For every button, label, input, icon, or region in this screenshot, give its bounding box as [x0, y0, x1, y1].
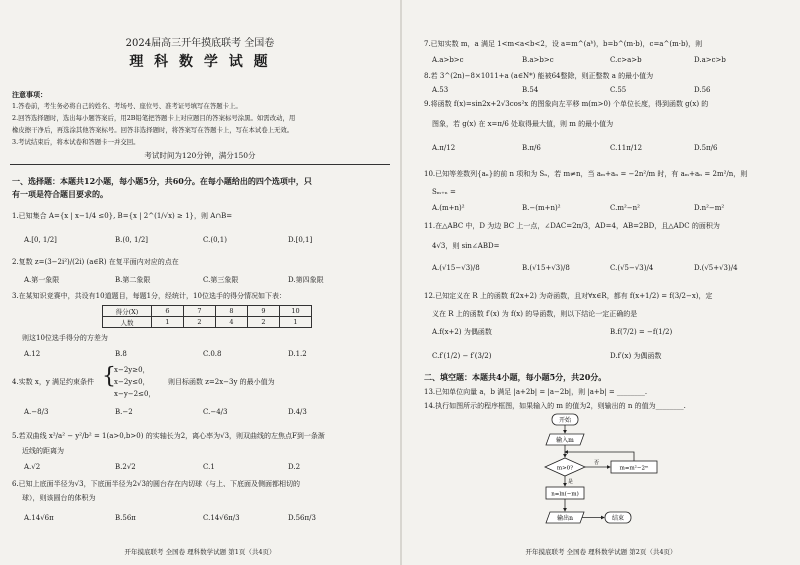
q1-option-a: A.[0, 1/2] [24, 236, 57, 244]
q10-option-a: A.(m+n)² [432, 204, 465, 212]
q8-option-d: D.56 [694, 86, 711, 94]
score-table [102, 305, 312, 328]
score-cell: 10 [280, 306, 312, 317]
table-head-score: 得分(X) [103, 306, 152, 317]
q3-after: 则这10位选手得分的方差为 [22, 334, 108, 342]
divider [10, 164, 390, 165]
q5-line-1: 5.若双曲线 x²/a² − y²/b² = 1(a>0,b>0) 的实轴长为2，离心率为√3，则双曲线的左焦点F到一条渐 [12, 432, 325, 440]
condition-label: m>0? [556, 465, 574, 472]
q7-option-a: A.a>b>c [432, 56, 464, 64]
q7-option-b: B.a>b>c [522, 56, 554, 64]
q7-option-c: C.c>a>b [610, 56, 642, 64]
end-label: 结束 [611, 515, 625, 522]
q12-option-b: B.f(7/2) = −f(1/2) [610, 328, 673, 336]
score-cell: 9 [248, 306, 280, 317]
q1-stem: 1.已知集合 A={x | x−1/4 ≤0}, B={x | 2^(1/√x) ≥ 1}，则 A∩B= [12, 212, 233, 220]
q11-option-d: D.(√5+√3)/4 [694, 264, 738, 272]
score-row [103, 306, 312, 317]
update-label: m=m²−2ᵐ [619, 465, 649, 472]
q10-option-d: D.n²−m² [694, 204, 725, 212]
score-cell: 6 [152, 306, 184, 317]
q5-option-d: D.2 [288, 463, 301, 471]
q9-option-a: A.π/12 [432, 144, 456, 152]
assign-label: n=ln(−m) [551, 491, 579, 498]
q9-line-2: 图象，若 g(x) 在 x=π/6 处取得最大值，则 m 的最小值为 [432, 120, 614, 128]
condition-node [545, 458, 585, 476]
input-label: 输入m [556, 437, 574, 444]
section1-heading: 一、选择题：本题共12小题，每小题5分，共60分。在每小题给出的四个选项中，只 [12, 176, 312, 186]
exam-subtitle: 理 科 数 学 试 题 [129, 54, 271, 70]
q7-option-d: D.a>c>b [694, 56, 726, 64]
start-label: 开始 [558, 417, 572, 424]
exam-title: 2024届高三开年摸底联考 全国卷 [125, 38, 275, 49]
count-cell: 2 [248, 317, 280, 328]
q5-option-a: A.√2 [24, 463, 41, 471]
q4-tail: 则目标函数 z=2x−3y 的最小值为 [168, 378, 275, 386]
q3-stem: 3.在某知识竞赛中，共设有10道题目，每题1分，经统计，10位选手的得分情况如下表： [12, 292, 286, 300]
q4-option-c: C.−4/3 [203, 408, 228, 416]
q2-stem: 2.复数 z=(3−2i²)/(2i) (a∈R) 在复平面内对应的点在 [12, 258, 179, 266]
q4-stem: 4.实数 x，y 满足约束条件 [12, 378, 95, 386]
count-row [103, 317, 312, 328]
score-cell: 7 [184, 306, 216, 317]
note-line-3: 橡皮擦干净后，再选涂其他答案标号。回答非选择题时，将答案写在答题卡上，写在本试卷上无效。 [12, 126, 294, 134]
q3-option-b: B.8 [115, 350, 127, 358]
no-label: 否 [594, 460, 600, 466]
note-line-2: 2.回答选择题时，选出每小题答案后，用2B铅笔把答题卡上对应题目的答案标号涂黑。如需改动，用 [12, 114, 296, 122]
q4-brace: { [102, 364, 116, 389]
q4-option-b: B.−2 [115, 408, 133, 416]
q9-line-1: 9.将函数 f(x)=sin2x+2√3cos²x 的图象向左平移 m(m>0) 个单位长度，得到函数 g(x) 的 [424, 100, 709, 108]
q12-option-d: D.f′(x) 为偶函数 [610, 352, 662, 360]
q6-option-d: D.56π/3 [288, 514, 316, 522]
yes-label: 是 [568, 479, 574, 485]
q8-option-a: A.53 [432, 86, 449, 94]
q11-line-1: 11.在△ABC 中，D 为边 BC 上一点，∠DAC=2π/3，AD=4，AB=2BD，且△ADC 的面积为 [424, 222, 720, 230]
q6-line-1: 6.已知上底面半径为√3，下底面半径为2√3的圆台存在内切球（与上、下底面及侧面都相切的 [12, 480, 300, 488]
end-node [605, 512, 631, 523]
q13: 13.已知单位向量 a，b 满足 |a+2b| = |a−2b|，则 |a+b| = ________. [424, 388, 648, 396]
page-2 [402, 0, 800, 565]
q5-line-2: 近线的距离为 [22, 447, 64, 455]
q1-option-c: C.(0,1) [203, 236, 227, 244]
q6-option-b: B.56π [115, 514, 136, 522]
output-node [546, 512, 584, 523]
q9-option-d: D.5π/6 [694, 144, 718, 152]
q12-option-a: A.f(x+2) 为偶函数 [432, 328, 492, 336]
q11-option-a: A.(√15−√3)/8 [432, 264, 480, 272]
loop-arrow [565, 452, 634, 461]
q5-option-c: C.1 [203, 463, 215, 471]
table-head-count: 人数 [103, 317, 152, 328]
q6-line-2: 球），则该圆台的体积为 [22, 494, 96, 502]
section1-heading-2: 有一项是符合题目要求的。 [12, 189, 108, 199]
q3-option-a: A.12 [24, 350, 41, 358]
count-cell: 1 [280, 317, 312, 328]
page-footer-1: 开年摸底联考 全国卷 理科数学试题 第1页（共4页） [124, 548, 276, 556]
flowchart [532, 412, 692, 540]
assign-node [546, 487, 584, 499]
q4-constraint-2: x−2y≤0， [114, 378, 150, 386]
q10-option-b: B.−(m+n)² [522, 204, 561, 212]
start-node [552, 414, 578, 425]
q3-option-d: D.1.2 [288, 350, 307, 358]
q4-option-d: D.4/3 [288, 408, 307, 416]
update-node [611, 461, 657, 473]
q6-option-a: A.14√6π [24, 514, 54, 522]
count-cell: 4 [216, 317, 248, 328]
count-cell: 1 [152, 317, 184, 328]
q6-option-c: C.14√6π/3 [203, 514, 240, 522]
page-footer-2: 开年摸底联考 全国卷 理科数学试题 第2页（共4页） [525, 548, 677, 556]
output-label: 输出n [557, 515, 573, 522]
q9-option-c: C.11π/12 [610, 144, 643, 152]
q4-constraint-1: x−2y≥0， [114, 366, 150, 374]
input-node [546, 434, 584, 445]
q1-option-b: B.(0, 1/2] [115, 236, 149, 244]
q2-option-d: D.第四象限 [288, 276, 324, 284]
q14: 14.执行如图所示的程序框图，如果输入的 m 的值为2，则输出的 n 的值为________. [424, 402, 686, 410]
q3-option-c: C.0.8 [203, 350, 222, 358]
q12-line-2: 义在 R 上的函数 f′(x) 为 f(x) 的导函数，则以下结论一定正确的是 [432, 310, 638, 318]
q10-line-1: 10.已知等差数列{aₙ}的前 n 项和为 Sₙ，若 m≠n，当 aₘ+aₙ = −2n²/m 时，有 aₘ+aₙ = 2m²/n，则 [424, 170, 748, 178]
q5-option-b: B.2√2 [115, 463, 136, 471]
q12-line-1: 12.已知定义在 R 上的函数 f(2x+2) 为奇函数，且对∀x∈R，都有 f(x+1/2) = f(3/2−x)，定 [424, 292, 713, 300]
q12-option-c: C.f′(1/2) − f′(3/2) [432, 352, 492, 360]
q4-option-a: A.−8/3 [24, 408, 49, 416]
notes-heading: 注意事项： [12, 90, 47, 99]
q11-option-b: B.(√15+√3)/8 [522, 264, 570, 272]
time-line: 考试时间为120分钟，满分150分 [144, 151, 256, 160]
note-line-4: 3.考试结束后，将本试卷和答题卡一并交回。 [12, 138, 140, 146]
q2-option-b: B.第二象限 [115, 276, 151, 284]
q11-line-2: 4√3，则 sin∠ABD= [432, 242, 500, 250]
q8-stem: 8.若 3^(2n)−8×1011+a (a∈N*) 能被64整除，则正整数 a 的最小值为 [424, 72, 654, 80]
q11-option-c: C.(√5−√3)/4 [610, 264, 654, 272]
q4-constraint-3: x−y−2≤0， [114, 390, 156, 398]
q7-stem: 7.已知实数 m，a 满足 1<m<a<b<2，设 a=m^(aᵇ)，b=b^(m·b)，c=a^(m·b)，则 [424, 40, 703, 48]
note-line-1: 1.答卷前，考生务必将自己的姓名、考场号、座位号、准考证号填写在答题卡上。 [12, 102, 242, 110]
score-cell: 8 [216, 306, 248, 317]
q10-option-c: C.m²−n² [610, 204, 640, 212]
q10-line-2: Sₘ₊ₙ = [432, 188, 456, 196]
q2-option-a: A.第一象限 [24, 276, 60, 284]
q2-option-c: C.第三象限 [203, 276, 239, 284]
q8-option-c: C.55 [610, 86, 627, 94]
section2-heading: 二、填空题：本题共4小题，每小题5分，共20分。 [424, 372, 607, 382]
q1-option-d: D.[0,1] [288, 236, 313, 244]
q8-option-b: B.54 [522, 86, 539, 94]
count-cell: 2 [184, 317, 216, 328]
q9-option-b: B.π/6 [522, 144, 541, 152]
